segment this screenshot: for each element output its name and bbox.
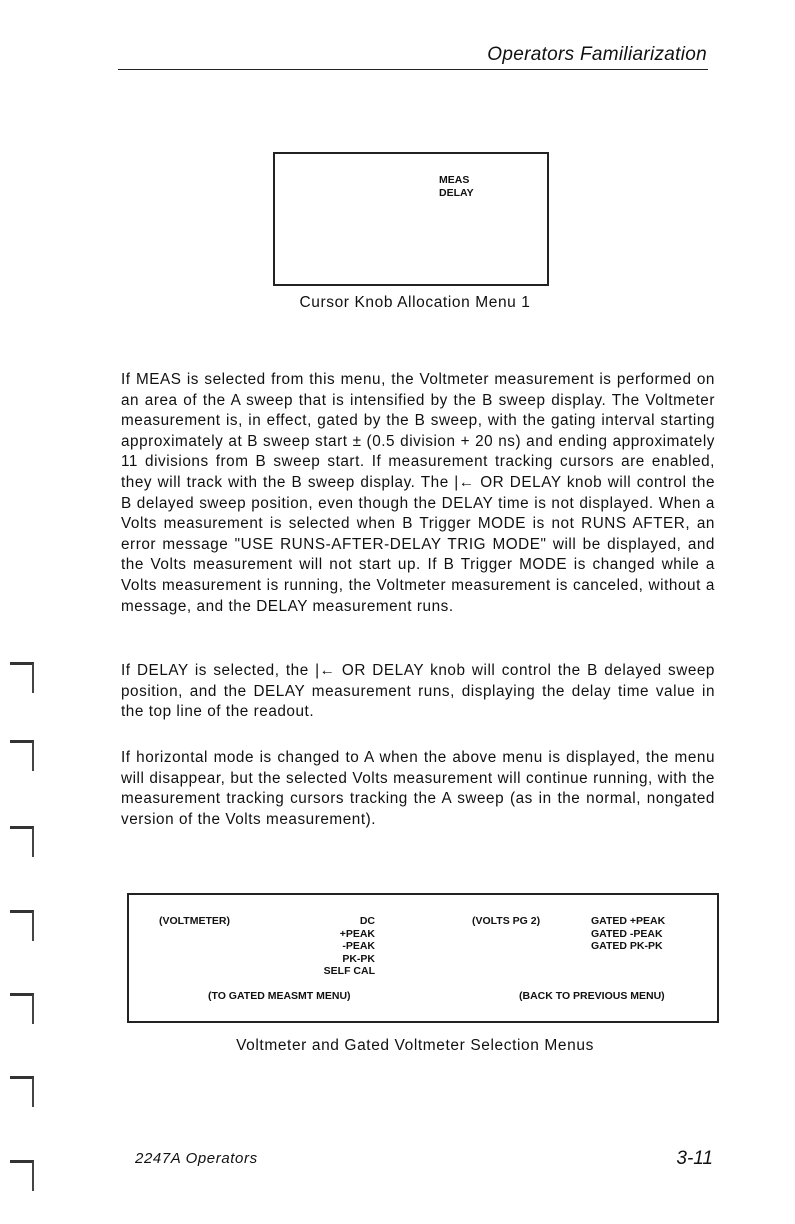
paragraph-delay: If DELAY is selected, the |← OR DELAY knob will control the B delayed sweep position, and the DELAY measurement runs, displaying the delay time value in the top line of the readout. — [121, 662, 715, 721]
binding-mark — [10, 1076, 34, 1107]
cursor-knob-menu-display — [273, 152, 549, 286]
menu-items — [275, 174, 547, 200]
paragraph-meas: If MEAS is selected from this menu, the Voltmeter measurement is performed on an area of the A sweep that is intensified by the B sweep display. The Voltmeter measurement is, in effect, gated by the B sweep, with the gating interval starting approximately at B sweep start ± (0.5 division + 20 ns) and ending approximately 11 divisions from B sweep start. If measurement tracking cursors are enabled, they will track with the B sweep display. The |← OR DELAY knob will control the B delayed sweep position, even though the DELAY time is not displayed. When a Volts measurement is selected when B Trigger MODE is not RUNS AFTER, an error message "USE RUNS-AFTER-DELAY TRIG MODE" will be displayed, and the Volts measurement will not start up. If B Trigger MODE is changed while a Volts measurement is running, the Voltmeter measurement is canceled, without a message, and the DELAY measurement runs. — [121, 371, 715, 615]
gated-items — [591, 915, 665, 953]
figure-caption-voltmeter: Voltmeter and Gated Voltmeter Selection Menus — [236, 1037, 594, 1054]
binding-mark — [10, 993, 34, 1024]
page-number: 3-11 — [676, 1148, 713, 1169]
voltmeter-title: (VOLTMETER) — [159, 915, 230, 927]
gated-item-plus-peak: GATED +PEAK — [591, 915, 666, 927]
paragraph-horizontal-mode: If horizontal mode is changed to A when the above menu is displayed, the menu will disappear, but the selected Volts measurement will continue running, with the measurement tracking cursors tracking the A sweep (as in the normal, nongated version of the Volts measurement). — [121, 749, 715, 828]
header-divider — [118, 69, 708, 70]
volts-page2-title: (VOLTS PG 2) — [472, 915, 541, 927]
binding-mark — [10, 662, 34, 693]
menu-item-delay: DELAY — [439, 187, 474, 199]
voltmeter-menu-display — [127, 893, 719, 1023]
voltmeter-items — [315, 915, 375, 978]
voltmeter-item-plus-peak: +PEAK — [339, 927, 375, 940]
voltmeter-item-pk-pk: PK-PK — [342, 952, 375, 965]
page-header-title: Operators Familiarization — [487, 44, 707, 65]
binding-mark — [10, 740, 34, 771]
footer-manual-title: 2247A Operators — [135, 1150, 258, 1167]
gated-item-minus-peak: GATED -PEAK — [591, 927, 663, 940]
binding-mark — [10, 826, 34, 857]
menu-item-meas: MEAS — [439, 174, 470, 186]
figure-caption-menu1: Cursor Knob Allocation Menu 1 — [299, 294, 531, 311]
binding-mark — [10, 910, 34, 941]
voltmeter-item-self-cal: SELF CAL — [323, 965, 375, 977]
voltmeter-footer: (TO GATED MEASMT MENU) — [208, 990, 351, 1002]
gated-item-pk-pk: GATED PK-PK — [591, 940, 663, 952]
gated-footer: (BACK TO PREVIOUS MENU) — [519, 990, 665, 1002]
voltmeter-item-minus-peak: -PEAK — [342, 940, 375, 952]
voltmeter-item-dc: DC — [359, 915, 375, 927]
binding-mark — [10, 1160, 34, 1191]
